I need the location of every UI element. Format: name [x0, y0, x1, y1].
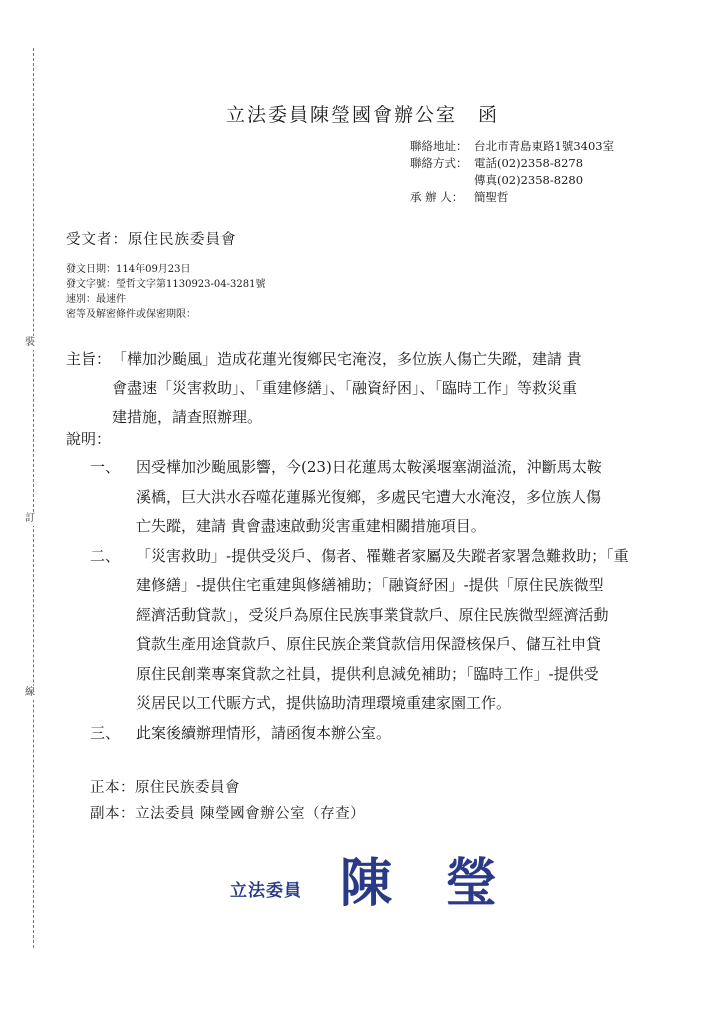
item-line: 亡失蹤，建請 貴會盡速啟動災害重建相關措施項目。: [136, 517, 486, 535]
explanation-item-1: [90, 453, 655, 542]
item-line: 經濟活動貸款」，受災戶為原住民族事業貸款戶、原住民族微型經濟活動: [136, 605, 609, 624]
seal-title: 立法委員: [230, 881, 302, 901]
recipient: 受文者：原住民族委員會: [66, 232, 237, 248]
address-value: 台北市青島東路1號3403室: [474, 139, 615, 153]
item-number: 一、: [90, 458, 121, 476]
item-line: 貸款生產用途貸款戶、原住民族企業貸款信用保證核保戶、儲互社申貸: [136, 635, 602, 653]
subject-line: 建措施，請查照辦理。: [112, 408, 263, 426]
item-line: 此案後續辦理情形，請函復本辦公室。: [136, 723, 392, 742]
subject-line: 「樺加沙颱風」造成花蓮光復鄉民宅淹沒，多位族人傷亡失蹤，建請 貴: [112, 350, 582, 368]
item-number: 二、: [90, 546, 121, 565]
signature-seal: [230, 852, 520, 922]
contact-handler-row: [410, 189, 614, 206]
explanation-items: [90, 453, 655, 748]
handler-value: 簡聖哲: [474, 190, 509, 204]
item-number: 三、: [90, 723, 121, 742]
subject-label: 主旨：: [66, 350, 112, 368]
meta-block: [66, 262, 265, 322]
binding-mark-ding: 訂: [25, 513, 35, 524]
document-title: 立法委員陳瑩國會辦公室 函: [225, 104, 499, 126]
explanation-item-3: [90, 719, 655, 749]
seal-name-char-2: 瑩: [445, 853, 498, 914]
explanation-label: 說明：: [66, 430, 112, 448]
binding-mark-xian: 線: [25, 687, 35, 698]
fax-value: 傳真(02)2358-8280: [474, 173, 584, 187]
item-line: 災居民以工代賑方式，提供協助清理環境重建家園工作。: [136, 694, 512, 712]
binding-line: [33, 48, 34, 948]
issue-date: 發文日期：114年09月23日: [66, 264, 191, 275]
item-line: 原住民創業專案貸款之社員，提供利息減免補助；「臨時工作」-提供受: [136, 664, 599, 683]
contact-address-row: [410, 138, 614, 155]
delivery-speed: 速別：最速件: [66, 294, 126, 305]
contact-method-label: 聯絡方式：: [410, 156, 468, 170]
contact-block: [410, 138, 614, 206]
copy-recipient: 副本：立法委員 陳瑩國會辦公室（存查）: [90, 806, 366, 822]
subject-body: [66, 345, 656, 432]
explanation-item-2: [90, 542, 655, 719]
item-line: 溪橋，巨大洪水吞噬花蓮縣光復鄉，多處民宅遭大水淹沒，多位族人傷: [136, 487, 602, 506]
binding-mark-zhuang: 裝: [25, 337, 35, 348]
contact-fax-row: [410, 172, 614, 189]
copies-block: [90, 775, 365, 827]
item-line: 因受樺加沙颱風影響，今(23)日花蓮馬太鞍溪堰塞湖溢流，沖斷馬太鞍: [136, 458, 602, 476]
subject-line: 會盡速「災害救助」、「重建修繕」、「融資紓困」、「臨時工作」等救災重: [112, 379, 578, 397]
seal-name-char-1: 陳: [340, 853, 393, 914]
phone-value: 電話(02)2358-8278: [474, 156, 584, 170]
subject-block: [66, 345, 656, 432]
address-label: 聯絡地址：: [410, 139, 468, 153]
item-line: 「災害救助」-提供受災戶、傷者、罹難者家屬及失蹤者家署急難救助；「重: [136, 546, 629, 565]
contact-phone-row: [410, 155, 614, 172]
document-number: 發文字號：瑩哲文字第1130923-04-3281號: [66, 279, 266, 290]
handler-label: 承 辦 人：: [410, 190, 464, 204]
secrecy-level: 密等及解密條件或保密期限：: [66, 309, 196, 320]
item-line: 建修繕」-提供住宅重建與修繕補助；「融資紓困」-提供「原住民族微型: [136, 576, 604, 594]
original-recipient: 正本：原住民族委員會: [90, 780, 240, 796]
